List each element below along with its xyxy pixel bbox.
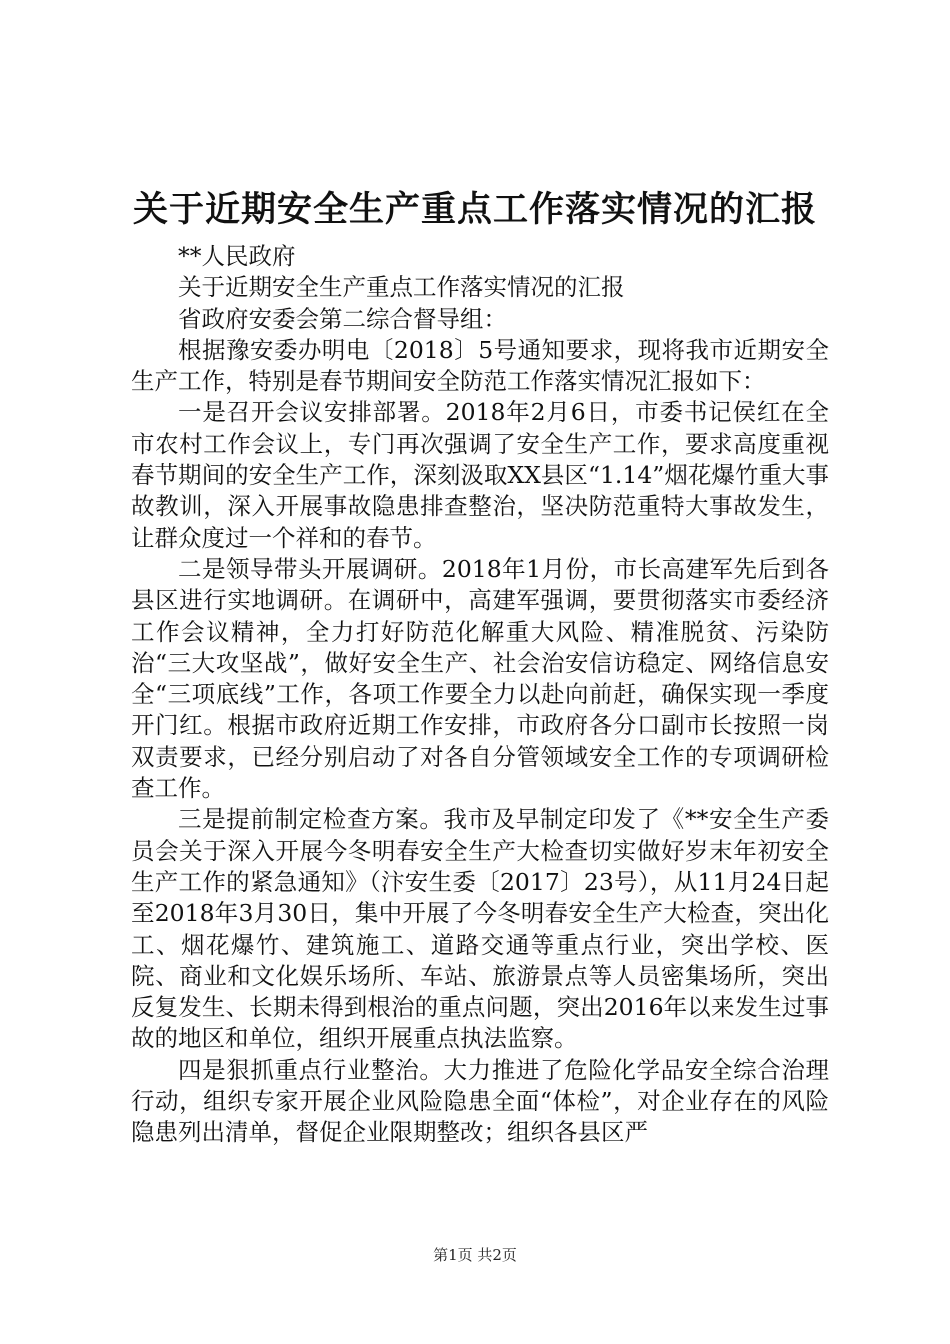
- body-paragraph: 三是提前制定检查方案。我市及早制定印发了《**安全生产委员会关于深入开展今冬明春安全生产大检查切实做好岁末年初安全生产工作的紧急通知》（汴安生委〔2017〕23号），从11月24日起至2018年3月30日，集中开展了今冬明春安全生产大检查，突出化工、烟花爆竹、建筑施工、道路交通等重点行业，突出学校、医院、商业和文化娱乐场所、车站、旅游景点等人员密集场所，突出反复发生、长期未得到根治的重点问题，突出2016年以来发生过事故的地区和单位，组织开展重点执法监察。: [131, 805, 829, 1053]
- body-paragraph: 四是狠抓重点行业整治。大力推进了危险化学品安全综合治理行动，组织专家开展企业风险隐患全面“体检”，对企业存在的风险隐患列出清单，督促企业限期整改；组织各县区严: [131, 1055, 829, 1147]
- body-paragraph: 省政府安委会第二综合督导组：: [178, 304, 507, 333]
- body-paragraph: 二是领导带头开展调研。2018年1月份，市长高建军先后到各县区进行实地调研。在调研中，高建军强调，要贯彻落实市委经济工作会议精神，全力打好防范化解重大风险、精准脱贫、污染防治“三大攻坚战”，做好安全生产、社会治安信访稳定、网络信息安全“三项底线”工作，各项工作要全力以赴向前赶，确保实现一季度开门红。根据市政府近期工作安排，市政府各分口副市长按照一岗双责要求，已经分别启动了对各自分管领域安全工作的专项调研检查工作。: [131, 554, 829, 803]
- document-body: [131, 241, 829, 1149]
- body-paragraph: 根据豫安委办明电〔2018〕5号通知要求，现将我市近期安全生产工作，特别是春节期间安全防范工作落实情况汇报如下：: [131, 335, 829, 396]
- document-title: 关于近期安全生产重点工作落实情况的汇报: [132, 189, 817, 230]
- page-number-footer: 第1页 共2页: [433, 1246, 517, 1264]
- body-paragraph: 一是召开会议安排部署。2018年2月6日，市委书记侯红在全市农村工作会议上，专门再次强调了安全生产工作，要求高度重视春节期间的安全生产工作，深刻汲取XX县区“1.14”烟花爆竹重大事故教训，深入开展事故隐患排查整治，坚决防范重特大事故发生，让群众度过一个祥和的春节。: [131, 398, 829, 552]
- body-paragraph: 关于近期安全生产重点工作落实情况的汇报: [178, 273, 625, 302]
- body-paragraph: **人民政府: [178, 242, 296, 270]
